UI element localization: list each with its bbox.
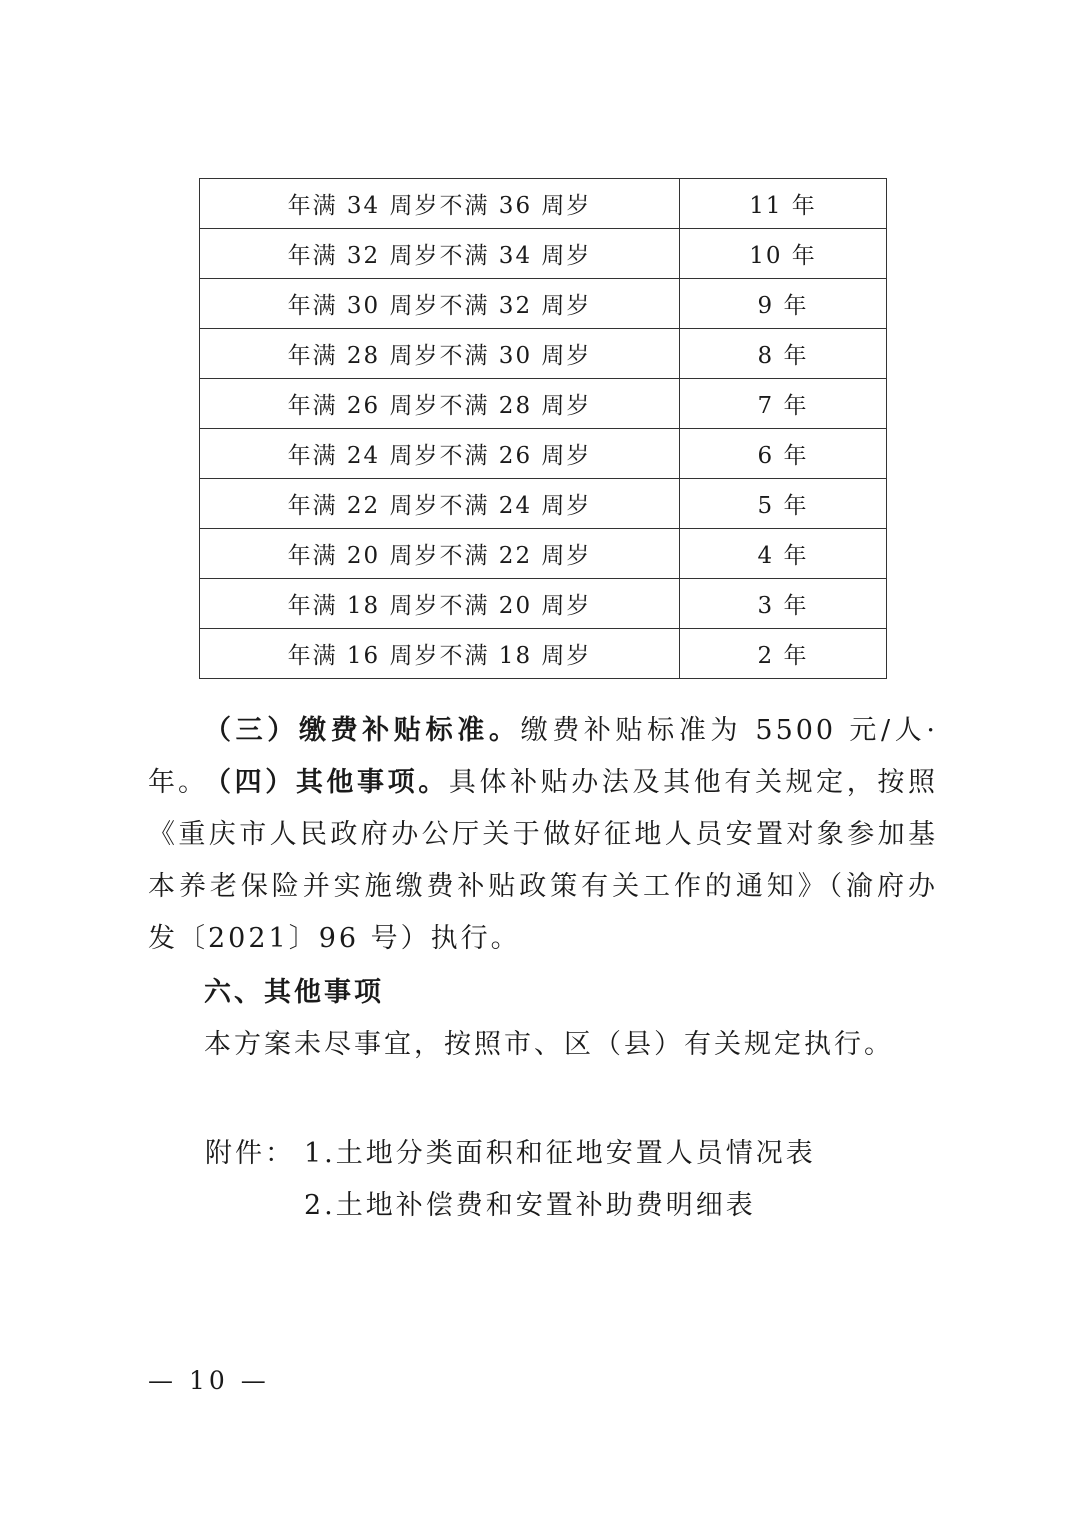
attachment-item-2: 2.土地补偿费和安置补助费明细表 bbox=[304, 1190, 756, 1221]
age-range-cell: 年满 34 周岁不满 36 周岁 bbox=[200, 179, 680, 229]
age-range-cell: 年满 22 周岁不满 24 周岁 bbox=[200, 479, 680, 529]
age-range-cell: 年满 24 周岁不满 26 周岁 bbox=[200, 429, 680, 479]
years-cell: 11 年 bbox=[680, 179, 887, 229]
table-row bbox=[200, 629, 887, 679]
age-range-cell: 年满 28 周岁不满 30 周岁 bbox=[200, 329, 680, 379]
years-cell: 4 年 bbox=[680, 529, 887, 579]
years-cell: 3 年 bbox=[680, 579, 887, 629]
table-row bbox=[200, 179, 887, 229]
section-3-text: 缴费补贴标准为 5500 元/人·年。 bbox=[148, 715, 938, 798]
page-number: — 10 — bbox=[148, 1366, 270, 1395]
table-row bbox=[200, 579, 887, 629]
years-cell: 10 年 bbox=[680, 229, 887, 279]
section-4-text: 具体补贴办法及其他有关规定，按照《重庆市人民政府办公厅关于做好征地人员安置对象参加基本养老保险并实施缴费补贴政策有关工作的通知》（渝府办发〔2021〕96 号）执行。 bbox=[148, 767, 939, 954]
years-cell: 5 年 bbox=[680, 479, 887, 529]
age-range-cell: 年满 20 周岁不满 22 周岁 bbox=[200, 529, 680, 579]
table-row bbox=[200, 429, 887, 479]
table-row bbox=[200, 379, 887, 429]
age-range-cell: 年满 18 周岁不满 20 周岁 bbox=[200, 579, 680, 629]
section-6-text: 本方案未尽事宜，按照市、区（县）有关规定执行。 bbox=[204, 1029, 894, 1060]
years-cell: 2 年 bbox=[680, 629, 887, 679]
table-row bbox=[200, 329, 887, 379]
table-row bbox=[200, 279, 887, 329]
attachment-item-1: 1.土地分类面积和征地安置人员情况表 bbox=[304, 1138, 816, 1169]
section-3-lead: （三）缴费补贴标准。 bbox=[204, 715, 521, 746]
years-cell: 6 年 bbox=[680, 429, 887, 479]
age-range-cell: 年满 32 周岁不满 34 周岁 bbox=[200, 229, 680, 279]
section-4-paragraph bbox=[148, 757, 938, 965]
years-cell: 9 年 bbox=[680, 279, 887, 329]
table-row bbox=[200, 529, 887, 579]
section-6-heading: 六、其他事项 bbox=[204, 977, 384, 1008]
section-4-lead: （四）其他事项。 bbox=[204, 767, 449, 798]
attachments-label: 附件： bbox=[205, 1138, 295, 1169]
table-row bbox=[200, 479, 887, 529]
table-row bbox=[200, 229, 887, 279]
insurance-years-table bbox=[199, 178, 887, 679]
age-range-cell: 年满 16 周岁不满 18 周岁 bbox=[200, 629, 680, 679]
age-range-cell: 年满 26 周岁不满 28 周岁 bbox=[200, 379, 680, 429]
years-cell: 7 年 bbox=[680, 379, 887, 429]
years-cell: 8 年 bbox=[680, 329, 887, 379]
age-range-cell: 年满 30 周岁不满 32 周岁 bbox=[200, 279, 680, 329]
